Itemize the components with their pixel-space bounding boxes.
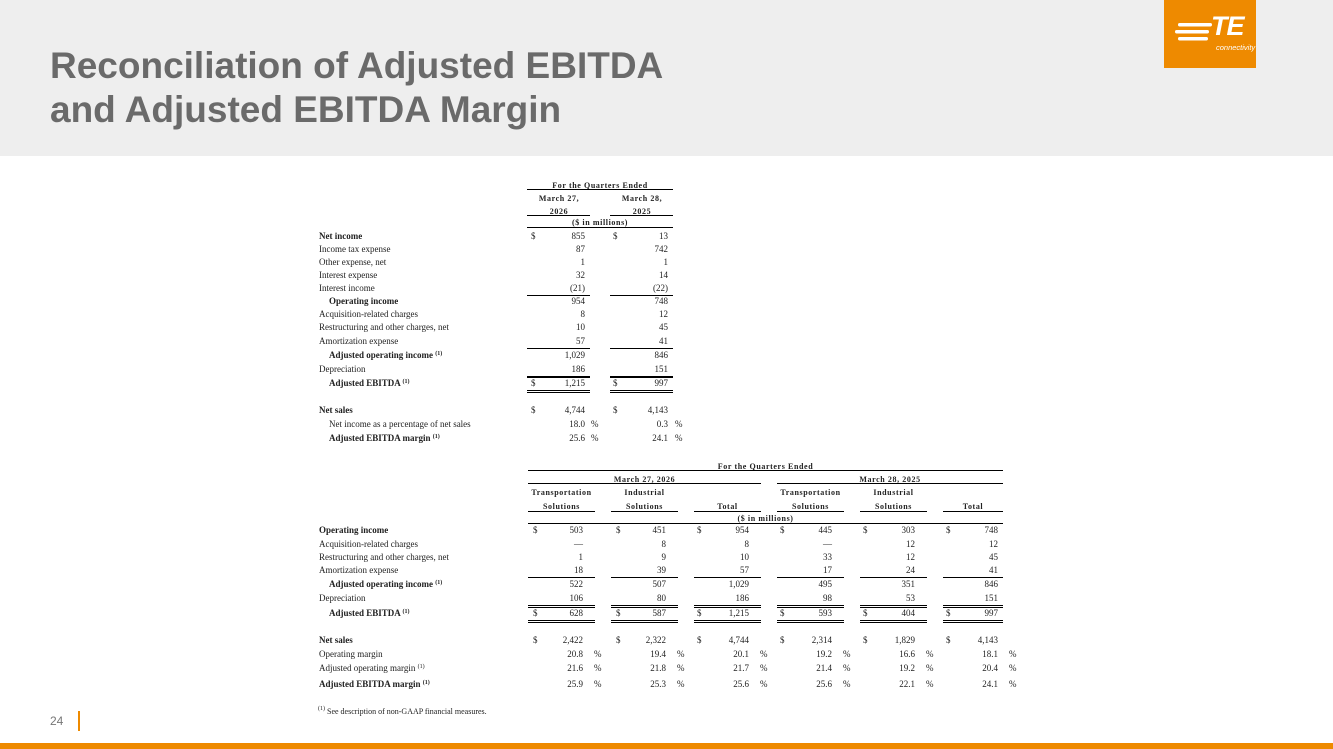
t2-col-rule (694, 511, 761, 512)
footnote-text: See description of non-GAAP financial measures. (327, 707, 487, 716)
cell-value: 1,215 (728, 608, 749, 618)
row-label-text: Net income as a percentage of net sales (329, 419, 471, 429)
row-label-text: Acquisition-related charges (319, 539, 419, 549)
subtotal-rule (943, 605, 1003, 606)
footnote-ref: (1) (417, 664, 425, 670)
cell-value: 4,143 (647, 405, 668, 415)
row-label (319, 244, 390, 255)
row-label (319, 649, 383, 660)
cell-value: 2,314 (811, 635, 832, 645)
row-label-text: Net sales (319, 405, 353, 415)
cell-value: 25.6 (569, 433, 585, 443)
subtotal-rule (943, 577, 1003, 578)
cell-value: (22) (653, 283, 668, 293)
currency-symbol: $ (531, 378, 536, 388)
percent-sign: % (760, 649, 768, 659)
cell-value: 53 (906, 593, 915, 603)
cell-value: 21.4 (816, 663, 832, 673)
t2-group-rule (528, 470, 1003, 471)
currency-symbol: $ (533, 608, 538, 618)
total-rule (611, 607, 678, 608)
cell-value: 25.9 (567, 679, 583, 689)
total-double-rule (528, 622, 595, 623)
currency-symbol: $ (863, 525, 868, 535)
currency-symbol: $ (863, 635, 868, 645)
subtotal-rule (694, 605, 761, 606)
total-double-rule (860, 620, 927, 621)
row-label-text: Adjusted EBITDA (329, 378, 401, 388)
total-double-rule (527, 390, 590, 391)
row-label (329, 433, 440, 444)
t2-period2: March 28, 2025 (859, 475, 921, 484)
currency-symbol: $ (946, 635, 951, 645)
cell-value: 12 (906, 539, 915, 549)
row-label (329, 350, 442, 361)
cell-value: 16.6 (899, 649, 915, 659)
percent-sign: % (677, 649, 685, 659)
t1-col-header-line1: March 27, (538, 194, 580, 203)
row-label-text: Adjusted operating income (329, 350, 433, 360)
row-label (319, 309, 418, 320)
row-label-text: Adjusted EBITDA margin (329, 433, 431, 443)
percent-sign: % (843, 649, 851, 659)
total-rule (694, 607, 761, 608)
total-rule (527, 377, 590, 378)
row-label-text: Operating margin (319, 649, 383, 659)
t1-col-header-line2: 2026 (549, 207, 569, 216)
percent-sign: % (677, 663, 685, 673)
footnote-ref: (1) (402, 609, 410, 615)
page-number: 24 (50, 714, 64, 728)
t1-col-rule (610, 215, 673, 216)
currency-symbol: $ (531, 405, 536, 415)
subtotal-rule (610, 348, 673, 349)
total-double-rule (611, 620, 678, 621)
t2-col-header-line2: Solutions (626, 502, 663, 511)
cell-value: 20.8 (567, 649, 583, 659)
cell-value: 151 (654, 364, 668, 374)
total-double-rule (610, 390, 673, 391)
t2-col-rule (860, 511, 927, 512)
cell-value: 4,744 (564, 405, 585, 415)
subtotal-rule (777, 577, 844, 578)
total-rule (943, 607, 1003, 608)
currency-symbol: $ (780, 635, 785, 645)
cell-value: 451 (652, 525, 666, 535)
cell-value: 12 (989, 539, 998, 549)
t1-col-header-line2: 2025 (632, 207, 652, 216)
cell-value: 80 (657, 593, 666, 603)
footnote-ref: (1) (422, 680, 430, 686)
percent-sign: % (677, 679, 685, 689)
logo-text: TE (1211, 11, 1244, 41)
row-label (319, 270, 377, 281)
cell-value: 1,215 (564, 378, 585, 388)
cell-value: 32 (576, 270, 585, 280)
cell-value: 57 (740, 565, 749, 575)
cell-value: 21.8 (650, 663, 666, 673)
footnote-ref: (1) (432, 434, 440, 440)
cell-value: 98 (823, 593, 832, 603)
row-label-text: Net sales (319, 635, 353, 645)
cell-value: 587 (652, 608, 666, 618)
row-label (319, 679, 430, 690)
cell-value: 9 (661, 552, 666, 562)
cell-value: 186 (735, 593, 749, 603)
cell-value: 628 (569, 608, 583, 618)
cell-value: 445 (818, 525, 832, 535)
bottom-accent-bar (0, 743, 1333, 749)
row-label (319, 635, 353, 646)
cell-value: 33 (823, 552, 832, 562)
subtotal-rule (611, 577, 678, 578)
cell-value: 25.6 (816, 679, 832, 689)
cell-value: 997 (984, 608, 998, 618)
subtotal-rule (694, 577, 761, 578)
currency-symbol: $ (697, 525, 702, 535)
cell-value: 10 (740, 552, 749, 562)
cell-value: 1,829 (894, 635, 915, 645)
row-label (319, 405, 353, 416)
row-label (329, 608, 410, 619)
row-label-text: Other expense, net (319, 257, 387, 267)
t2-period1-rule (528, 483, 761, 484)
cell-value: 303 (901, 525, 915, 535)
subtotal-rule (777, 605, 844, 606)
cell-value: 503 (569, 525, 583, 535)
t2-col-header-line2: Total (962, 502, 984, 511)
cell-value: 1 (580, 257, 585, 267)
currency-symbol: $ (613, 378, 618, 388)
t1-group-rule (527, 189, 673, 190)
t1-group-header: For the Quarters Ended (552, 181, 648, 190)
row-label (319, 336, 398, 347)
cell-value: 25.6 (733, 679, 749, 689)
page-title-line2: and Adjusted EBITDA Margin (50, 89, 562, 130)
row-label (319, 593, 365, 604)
subtotal-rule (527, 348, 590, 349)
currency-symbol: $ (863, 608, 868, 618)
row-label-text: Interest expense (319, 270, 378, 280)
cell-value: 0.3 (656, 419, 668, 429)
cell-value: 855 (571, 231, 585, 241)
currency-symbol: $ (616, 635, 621, 645)
cell-value: 39 (657, 565, 666, 575)
cell-value: 14 (659, 270, 668, 280)
currency-symbol: $ (616, 525, 621, 535)
cell-value: — (574, 539, 583, 549)
cell-value: 8 (744, 539, 749, 549)
t2-col-header-line1: Transportation (780, 488, 841, 497)
t2-group-header: For the Quarters Ended (717, 462, 814, 471)
footnote-ref: (1) (435, 351, 443, 357)
cell-value: 4,744 (728, 635, 749, 645)
total-double-rule (777, 622, 844, 623)
total-double-rule (610, 392, 673, 393)
row-label-text: Adjusted operating margin (319, 663, 416, 673)
percent-sign: % (594, 679, 602, 689)
logo-subtext: connectivity (1216, 43, 1256, 52)
row-label-text: Amortization expense (319, 565, 399, 575)
footnote-ref: (1) (435, 580, 443, 586)
row-label-text: Operating income (329, 296, 399, 306)
t2-col-rule (943, 511, 1003, 512)
cell-value: 2,322 (645, 635, 666, 645)
subtotal-rule (860, 605, 927, 606)
cell-value: 18.1 (982, 649, 998, 659)
currency-symbol: $ (616, 608, 621, 618)
cell-value: 18.0 (569, 419, 585, 429)
percent-sign: % (1009, 649, 1017, 659)
cell-value: 21.7 (733, 663, 749, 673)
cell-value: — (823, 539, 832, 549)
cell-value: 10 (576, 322, 585, 332)
row-label-text: Depreciation (319, 364, 366, 374)
cell-value: 8 (580, 309, 585, 319)
footnote-marker: (1) (318, 706, 325, 712)
cell-value: 593 (818, 608, 832, 618)
cell-value: 4,143 (977, 635, 998, 645)
row-label (319, 539, 418, 550)
cell-value: 20.4 (982, 663, 998, 673)
cell-value: 21.6 (567, 663, 583, 673)
total-double-rule (694, 622, 761, 623)
cell-value: 19.4 (650, 649, 666, 659)
total-double-rule (943, 622, 1003, 623)
total-rule (528, 607, 595, 608)
subtotal-rule (860, 577, 927, 578)
row-label (319, 364, 365, 375)
t2-col-header-line2: Total (717, 502, 738, 511)
t2-col-header-line1: Industrial (624, 488, 665, 497)
row-label-text: Amortization expense (319, 336, 399, 346)
cell-value: 45 (989, 552, 998, 562)
currency-symbol: $ (613, 231, 618, 241)
cell-value: 1,029 (564, 350, 585, 360)
row-label (319, 231, 362, 242)
cell-value: 18 (574, 565, 583, 575)
cell-value: 2,422 (562, 635, 583, 645)
row-label-text: Interest income (319, 283, 375, 293)
t1-col-header-line1: March 28, (621, 194, 663, 203)
currency-symbol: $ (533, 525, 538, 535)
t1-units-rule (527, 227, 673, 228)
cell-value: 19.2 (899, 663, 915, 673)
t1-col-rule (527, 215, 590, 216)
t1-units: ($ in millions) (571, 218, 629, 227)
row-label (329, 419, 471, 430)
cell-value: 24 (906, 565, 915, 575)
row-label (329, 579, 442, 590)
row-label-text: Adjusted EBITDA (329, 608, 401, 618)
currency-symbol: $ (780, 608, 785, 618)
t2-units: ($ in millions) (737, 514, 794, 523)
cell-value: 41 (989, 565, 998, 575)
cell-value: 41 (659, 336, 668, 346)
percent-sign: % (594, 649, 602, 659)
cell-value: 846 (654, 350, 668, 360)
percent-sign: % (926, 649, 934, 659)
currency-symbol: $ (697, 608, 702, 618)
subtotal-rule (611, 605, 678, 606)
page-title-line1: Reconciliation of Adjusted EBITDA (50, 45, 664, 86)
cell-value: 748 (654, 296, 668, 306)
row-label-text: Income tax expense (319, 244, 391, 254)
currency-symbol: $ (697, 635, 702, 645)
cell-value: 19.2 (816, 649, 832, 659)
t2-period2-rule (777, 483, 1003, 484)
cell-value: 522 (569, 579, 583, 589)
row-label (329, 378, 410, 389)
t2-col-header-line1: Industrial (873, 488, 914, 497)
percent-sign: % (760, 679, 768, 689)
cell-value: 742 (654, 244, 668, 254)
percent-sign: % (675, 419, 683, 429)
row-label (319, 257, 386, 268)
cell-value: 22.1 (899, 679, 915, 689)
cell-value: 351 (901, 579, 915, 589)
currency-symbol: $ (946, 608, 951, 618)
row-label (329, 296, 398, 307)
page-title (50, 44, 663, 132)
total-double-rule (943, 620, 1003, 621)
total-rule (860, 607, 927, 608)
t2-col-header-line2: Solutions (543, 502, 580, 511)
row-label (319, 525, 388, 536)
subtotal-rule (528, 577, 595, 578)
percent-sign: % (594, 663, 602, 673)
percent-sign: % (843, 663, 851, 673)
percent-sign: % (675, 433, 683, 443)
percent-sign: % (1009, 679, 1017, 689)
cell-value: 106 (569, 593, 583, 603)
cell-value: 1,029 (728, 579, 749, 589)
cell-value: 13 (659, 231, 668, 241)
row-label-text: Restructuring and other charges, net (319, 322, 450, 332)
row-label (319, 552, 449, 563)
cell-value: 954 (735, 525, 749, 535)
page-number-divider (78, 711, 80, 731)
row-label-text: Adjusted EBITDA margin (319, 679, 421, 689)
total-double-rule (528, 620, 595, 621)
cell-value: 507 (652, 579, 666, 589)
cell-value: 24.1 (982, 679, 998, 689)
cell-value: 8 (661, 539, 666, 549)
percent-sign: % (1009, 663, 1017, 673)
cell-value: 24.1 (652, 433, 668, 443)
cell-value: 1 (578, 552, 583, 562)
percent-sign: % (843, 679, 851, 689)
currency-symbol: $ (780, 525, 785, 535)
cell-value: 12 (659, 309, 668, 319)
total-double-rule (777, 620, 844, 621)
cell-value: 12 (906, 552, 915, 562)
t2-units-rule (528, 523, 1003, 524)
row-label-text: Depreciation (319, 593, 366, 603)
cell-value: 954 (571, 296, 585, 306)
total-double-rule (611, 622, 678, 623)
percent-sign: % (591, 419, 599, 429)
cell-value: 151 (984, 593, 998, 603)
currency-symbol: $ (613, 405, 618, 415)
total-double-rule (860, 622, 927, 623)
cell-value: 45 (659, 322, 668, 332)
cell-value: 57 (576, 336, 585, 346)
currency-symbol: $ (533, 635, 538, 645)
row-label (319, 322, 449, 333)
cell-value: 404 (901, 608, 915, 618)
t2-col-header-line1: Transportation (531, 488, 592, 497)
total-double-rule (694, 620, 761, 621)
total-double-rule (527, 392, 590, 393)
t2-col-header-line2: Solutions (875, 502, 912, 511)
cell-value: 87 (576, 244, 585, 254)
t2-col-rule (528, 511, 595, 512)
cell-value: 17 (823, 565, 832, 575)
cell-value: 20.1 (733, 649, 749, 659)
cell-value: 846 (984, 579, 998, 589)
row-label (319, 565, 398, 576)
cell-value: 748 (984, 525, 998, 535)
percent-sign: % (926, 663, 934, 673)
cell-value: 997 (654, 378, 668, 388)
t2-col-rule (777, 511, 844, 512)
total-rule (610, 377, 673, 378)
footnote (318, 707, 487, 716)
currency-symbol: $ (531, 231, 536, 241)
t2-col-header-line2: Solutions (792, 502, 829, 511)
te-connectivity-logo (1164, 0, 1256, 68)
cell-value: 25.3 (650, 679, 666, 689)
row-label (319, 663, 425, 674)
row-label-text: Operating income (319, 525, 389, 535)
percent-sign: % (926, 679, 934, 689)
cell-value: (21) (570, 283, 585, 293)
row-label-text: Net income (319, 231, 363, 241)
cell-value: 1 (663, 257, 668, 267)
t2-col-rule (611, 511, 678, 512)
row-label-text: Acquisition-related charges (319, 309, 419, 319)
t2-period1: March 27, 2026 (613, 475, 676, 484)
footnote-ref: (1) (402, 379, 410, 385)
row-label-text: Adjusted operating income (329, 579, 433, 589)
subtotal-rule (528, 605, 595, 606)
total-rule (777, 607, 844, 608)
percent-sign: % (760, 663, 768, 673)
cell-value: 495 (818, 579, 832, 589)
cell-value: 186 (571, 364, 585, 374)
currency-symbol: $ (946, 525, 951, 535)
row-label-text: Restructuring and other charges, net (319, 552, 450, 562)
percent-sign: % (591, 433, 599, 443)
row-label (319, 283, 375, 294)
